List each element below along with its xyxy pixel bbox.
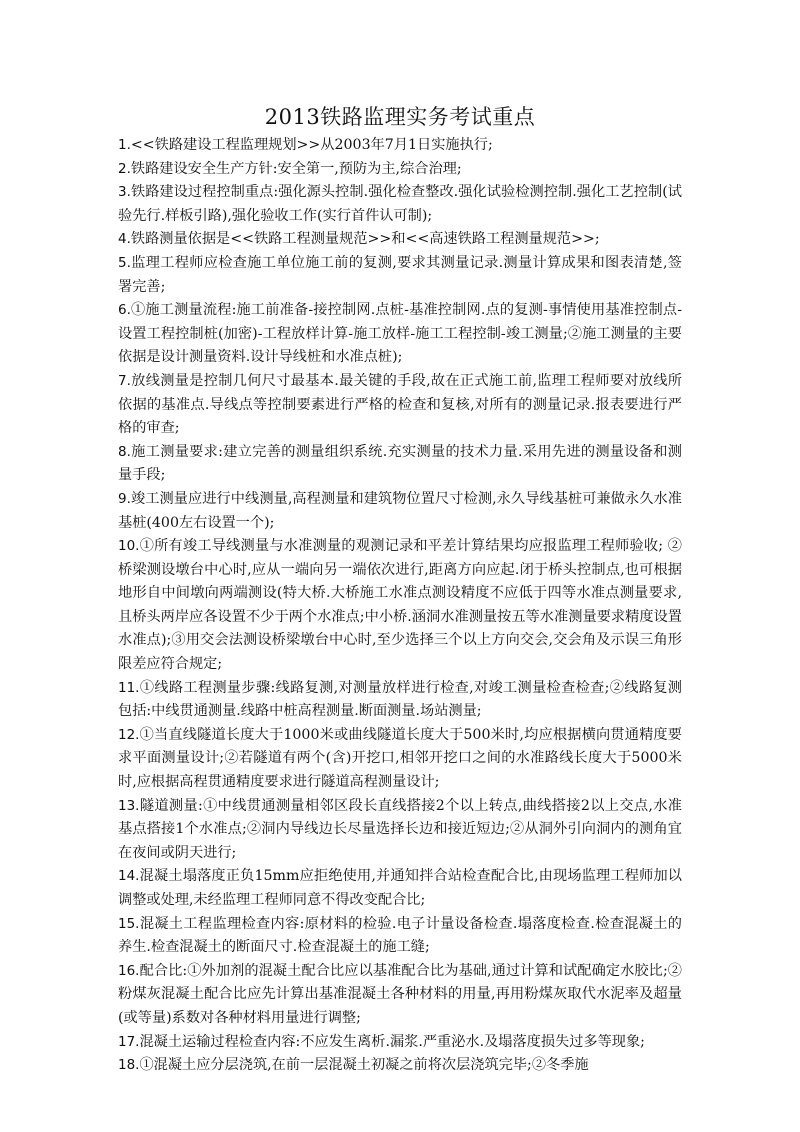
list-item [118,795,682,866]
item-number: 11. [118,679,140,696]
item-text: 混凝土工程监理检查内容:原材料的检验.电子计量设备检查.塌落度检查.检查混凝土的养生.检查混凝土的断面尺寸.检查混凝土的施工缝; [118,915,682,956]
item-number: 6. [118,302,131,319]
item-number: 13. [118,797,140,814]
list-item [118,913,682,960]
item-number: 9. [118,490,131,507]
list-item [118,865,682,912]
item-number: 2. [118,160,131,177]
item-number: 15. [118,915,140,932]
list-item [118,370,682,441]
item-text: 配合比:①外加剂的混凝土配合比应以基准配合比为基础,通过计算和试配确定水胶比;②粉煤灰混凝土配合比应先计算出基准混凝土各种材料的用量,再用粉煤灰取代水泥率及超量(或等量)系数对各种材料用量进行调整; [118,962,682,1026]
item-text: ①所有竣工导线测量与水准测量的观测记录和平差计算结果均应报监理工程师验收; ②桥梁测设墩台中心时,应从一端向另一端依次进行,距离方向应起.闭于桥头控制点,也可根据地形自中间墩向两端测设(特大桥.大桥施工水准点测设精度不应低于四等水准点测量要求,且桥头两岸应各设置不少于两个水准点;中小桥.涵洞水准测量按五等水准测量要求精度设置水准点);③用交会法测设桥梁墩台中心时,至少选择三个以上方向交会,交会角及示误三角形限差应符合规定; [118,538,682,673]
item-number: 4. [118,231,131,248]
list-item [118,488,682,535]
item-text: ①混凝土应分层浇筑,在前一层混凝土初凝之前将次层浇筑完毕;②冬季施 [139,1057,589,1074]
item-text: 隧道测量:①中线贯通测量相邻区段长直线搭接2个以上转点,曲线搭接2以上交点,水准基点搭接1个水准点;②洞内导线边长尽量选择长边和接近短边;②从洞外引向洞内的测角宜在夜间或阴天进行; [118,797,682,861]
list-item [118,228,682,252]
item-number: 16. [118,962,140,979]
list-item [118,535,682,677]
list-item [118,158,682,182]
point-list [118,134,682,1078]
list-item [118,724,682,795]
item-number: 8. [118,443,131,460]
item-number: 1. [118,137,131,153]
item-text: 铁路建设过程控制重点:强化源头控制.强化检查整改.强化试验检测控制.强化工艺控制(试验先行.样板引路),强化验收工作(实行首件认可制); [118,184,682,224]
list-item [118,252,682,299]
list-item [118,960,682,1031]
list-item [118,181,682,228]
item-text: 监理工程师应检查施工单位施工前的复测,要求其测量记录.测量计算成果和图表清楚,签署完善; [118,254,682,295]
item-number: 17. [118,1033,140,1050]
list-item [118,299,682,370]
item-text: 铁路测量依据是<<铁路工程测量规范>>和<<高速铁路工程测量规范>>; [130,231,600,248]
item-text: 竣工测量应进行中线测量,高程测量和建筑物位置尺寸检测,永久导线基桩可兼做永久水准基桩(400左右设置一个); [118,490,682,531]
page-title: 2013铁路监理实务考试重点 [264,105,536,129]
list-item [118,134,682,158]
list-item [118,441,682,488]
list-item [118,1031,682,1055]
item-text: 施工测量要求:建立完善的测量组织系统.充实测量的技术力量.采用先进的测量设备和测量手段; [118,443,682,484]
item-number: 5. [118,254,131,271]
item-text: ①施工测量流程:施工前准备-接控制网.点桩-基准控制网.点的复测-事情使用基准控制点-设置工程控制桩(加密)-工程放样计算-施工放样-施工工程控制-竣工测量;②施工测量的主要依据是设计测量资料.设计导线桩和水准点桩); [118,302,682,366]
list-item [118,677,682,724]
item-text: 混凝土塌落度正负15mm应拒绝使用,并通知拌合站检查配合比,由现场监理工程师加以调整或处理,未经监理工程师同意不得改变配合比; [118,868,682,908]
item-text: ①线路工程测量步骤:线路复测,对测量放样进行检查,对竣工测量检查检查;②线路复测包括:中线贯通测量.线路中桩高程测量.断面测量.场站测量; [118,679,682,720]
item-text: ①当直线隧道长度大于1000米或曲线隧道长度大于500米时,均应根据横向贯通精度要求平面测量设计;②若隧道有两个(含)开挖口,相邻开挖口之间的水准路线长度大于5000米时,应根据高程贯通精度要求进行隧道高程测量设计; [118,726,682,791]
item-text: 放线测量是控制几何尺寸最基本.最关键的手段,故在正式施工前,监理工程师要对放线所依据的基准点.导线点等控制要素进行严格的检查和复核,对所有的测量记录.报表要进行严格的审查; [118,372,682,437]
item-number: 12. [118,726,140,743]
item-number: 7. [118,372,131,389]
item-number: 10. [118,538,140,555]
item-number: 3. [118,184,131,201]
list-item [118,1054,682,1078]
item-number: 14. [118,868,140,885]
item-text: <<铁路建设工程监理规划>>从2003年7月1日实施执行; [130,137,493,153]
item-text: 混凝土运输过程检查内容:不应发生离析.漏浆.严重泌水.及塌落度损失过多等现象; [139,1033,645,1050]
item-text: 铁路建设安全生产方针:安全第一,预防为主,综合治理; [130,160,462,177]
item-number: 18. [118,1057,140,1074]
